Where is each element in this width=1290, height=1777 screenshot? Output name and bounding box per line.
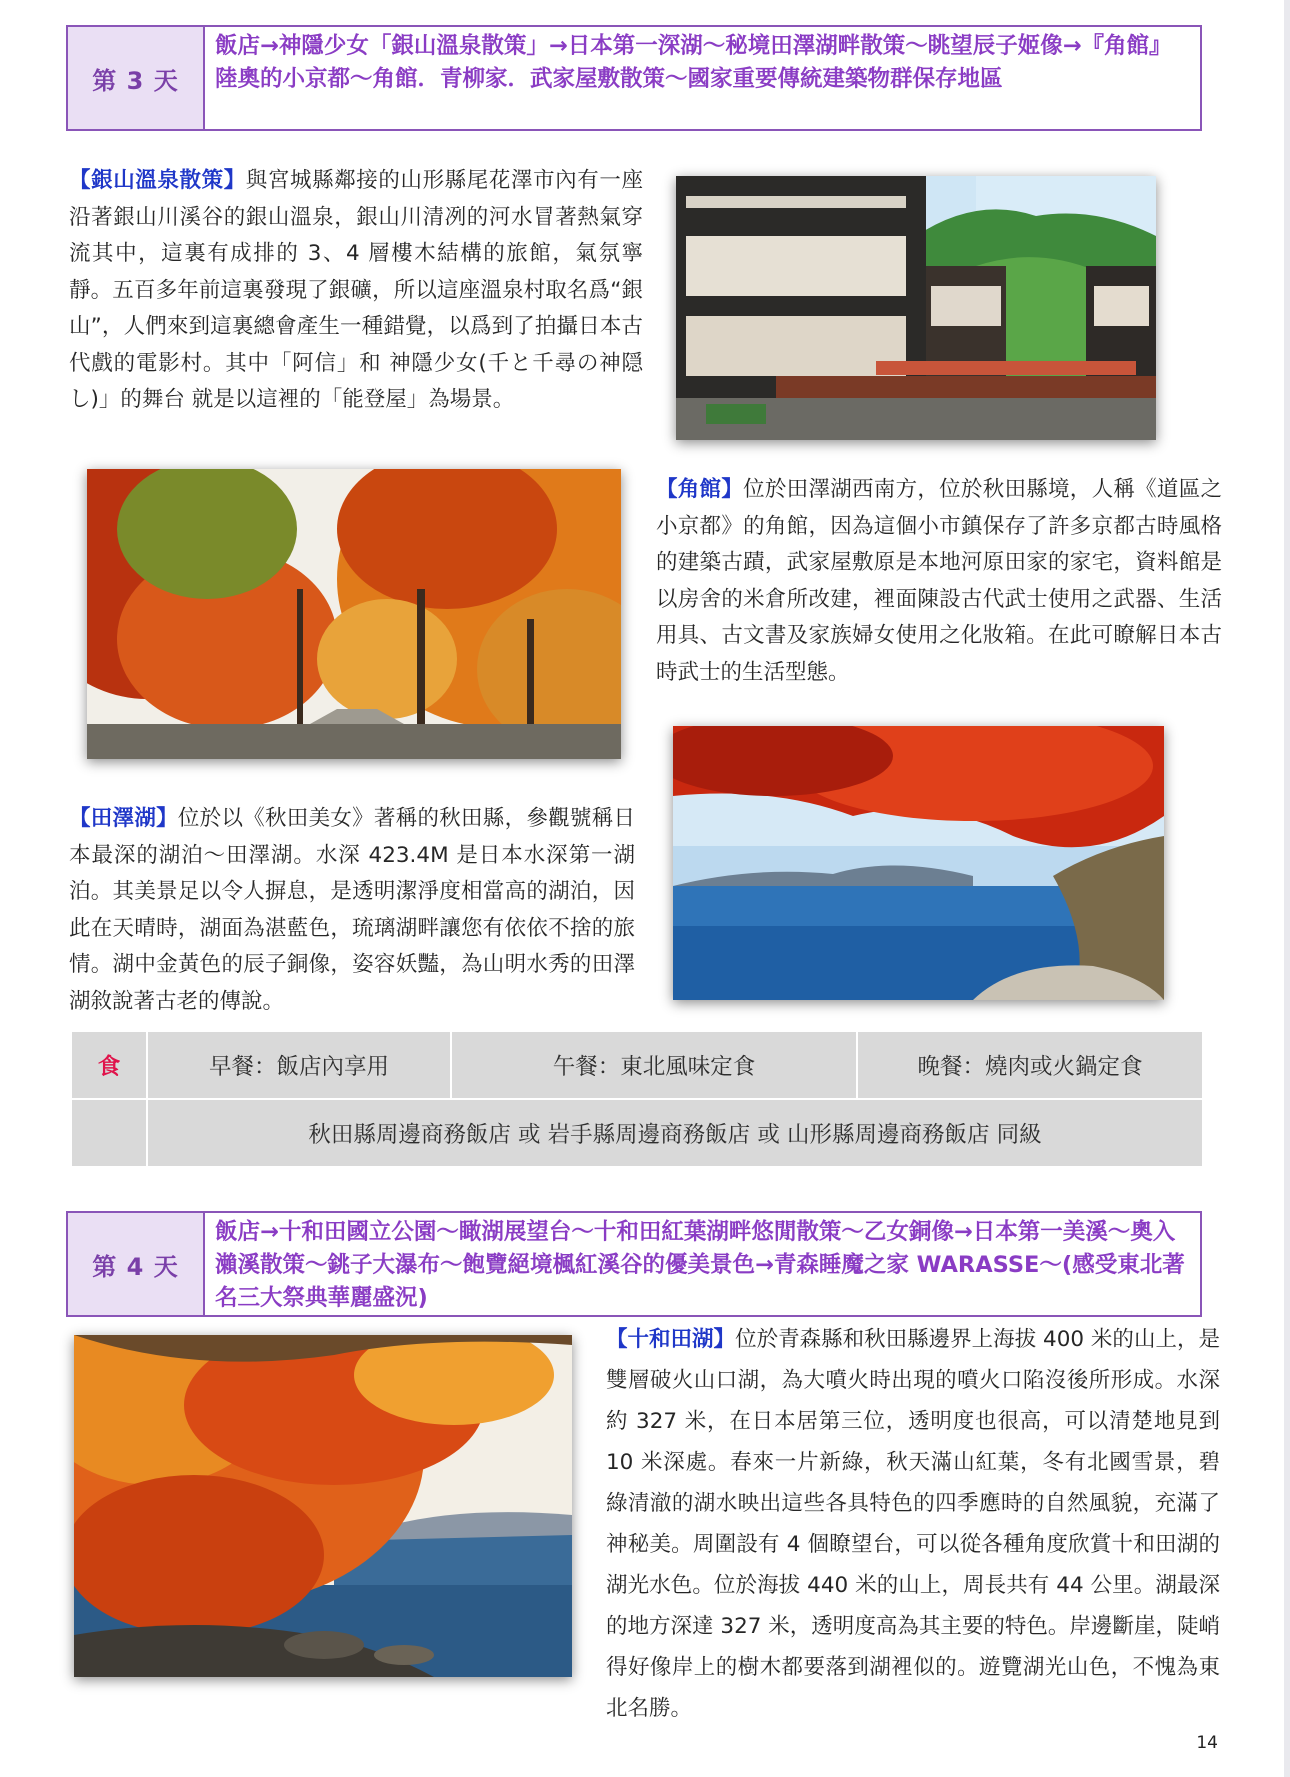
meal-hotel-table bbox=[70, 1030, 1204, 1168]
food-icon: 食 bbox=[71, 1031, 147, 1099]
hotel-icon-cell bbox=[71, 1099, 147, 1167]
dinner-cell: 晚餐：燒肉或火鍋定食 bbox=[857, 1031, 1203, 1099]
lake-tazawa-photo bbox=[673, 726, 1164, 1000]
hotel-row bbox=[71, 1099, 1203, 1167]
page-number: 14 bbox=[1196, 1733, 1218, 1753]
day3-route: 飯店→神隱少女「銀山溫泉散策」→日本第一深湖～秘境田澤湖畔散策～眺望辰子姬像→『角館』陸奧的小京都～角館．青柳家．武家屋敷散策～國家重要傳統建築物群保存地區 bbox=[215, 33, 1172, 92]
day4-route: 飯店→十和田國立公園～瞰湖展望台～十和田紅葉湖畔悠閒散策～乙女銅像→日本第一美溪～奧入瀨溪散策～銚子大瀑布～飽覽絕境楓紅溪谷的優美景色→青森睡魔之家 WARASSE～(感受東北著名三大祭典華麗盛況) bbox=[215, 1219, 1185, 1311]
ginzan-heading: 【銀山溫泉散策】 bbox=[69, 168, 246, 193]
day4-header bbox=[66, 1211, 1202, 1317]
breakfast-cell: 早餐：飯店內享用 bbox=[147, 1031, 451, 1099]
kakunodate-heading: 【角館】 bbox=[656, 477, 744, 502]
tazawa-body: 位於以《秋田美女》著稱的秋田縣，參觀號稱日本最深的湖泊～田澤湖。水深 423.4M 是日本水深第一湖泊。其美景足以令人摒息，是透明潔淨度相當高的湖泊，因此在天晴時，湖面為湛藍色，琉璃湖畔讓您有依依不捨的旅情。湖中金黃色的辰子銅像，姿容妖豔，為山明水秀的田澤湖敘說著古老的傳說。 bbox=[69, 806, 635, 1014]
tazawa-paragraph bbox=[69, 801, 635, 1020]
day3-header bbox=[66, 25, 1202, 131]
kakunodate-paragraph bbox=[656, 472, 1222, 691]
towada-paragraph bbox=[606, 1319, 1220, 1729]
lake-towada-photo bbox=[74, 1335, 572, 1677]
day3-label: 第 3 天 bbox=[68, 27, 205, 129]
tazawa-heading: 【田澤湖】 bbox=[69, 806, 178, 831]
towada-body: 位於青森縣和秋田縣邊界上海拔 400 米的山上，是雙層破火山口湖，為大噴火時出現的噴火口陷沒後所形成。水深約 327 米，在日本居第三位，透明度也很高，可以清楚地見到 10 米深處。春來一片新綠，秋天滿山紅葉，冬有北國雪景，碧綠清澈的湖水映出這些各具特色的四季應時的自然風貌，充滿了神秘美。周圍設有 4 個瞭望台，可以從各種角度欣賞十和田湖的湖光水色。位於海拔 440 米的山上，周長共有 44 公里。湖最深的地方深達 327 米，透明度高為其主要的特色。岸邊斷崖，陡峭得好像岸上的樹木都要落到湖裡似的。遊覽湖光山色，不愧為東北名勝。 bbox=[606, 1327, 1220, 1721]
page-edge bbox=[1284, 0, 1290, 1777]
towada-heading: 【十和田湖】 bbox=[606, 1327, 736, 1352]
hotel-cell: 秋田縣周邊商務飯店 或 岩手縣周邊商務飯店 或 山形縣周邊商務飯店 同級 bbox=[147, 1099, 1203, 1167]
meals-row bbox=[71, 1031, 1203, 1099]
lunch-cell: 午餐：東北風味定食 bbox=[451, 1031, 857, 1099]
kakunodate-body: 位於田澤湖西南方，位於秋田縣境，人稱《道區之小京都》的角館，因為這個小市鎮保存了許多京都古時風格的建築古蹟，武家屋敷原是本地河原田家的家宅，資料館是以房舍的米倉所改建，裡面陳設古代武士使用之武器、生活用具、古文書及家族婦女使用之化妝箱。在此可瞭解日本古時武士的生活型態。 bbox=[656, 477, 1222, 685]
day4-label: 第 4 天 bbox=[68, 1213, 205, 1315]
ginzan-paragraph bbox=[69, 163, 643, 419]
ginzan-body: 與宮城縣鄰接的山形縣尾花澤市內有一座沿著銀山川溪谷的銀山溫泉，銀山川清冽的河水冒著熱氣穿流其中，這裏有成排的 3、4 層樓木結構的旅館，氣氛寧靜。五百多年前這裏發現了銀礦，所以這座溫泉村取名爲“銀山”，人們來到這裏總會產生一種錯覺，以爲到了拍攝日本古代戲的電影村。其中「阿信」和 神隱少女(千と千尋の神隠し)」的舞台 就是以這裡的「能登屋」為場景。 bbox=[69, 168, 643, 412]
ginzan-onsen-photo bbox=[676, 176, 1156, 440]
autumn-trees-photo bbox=[87, 469, 621, 759]
